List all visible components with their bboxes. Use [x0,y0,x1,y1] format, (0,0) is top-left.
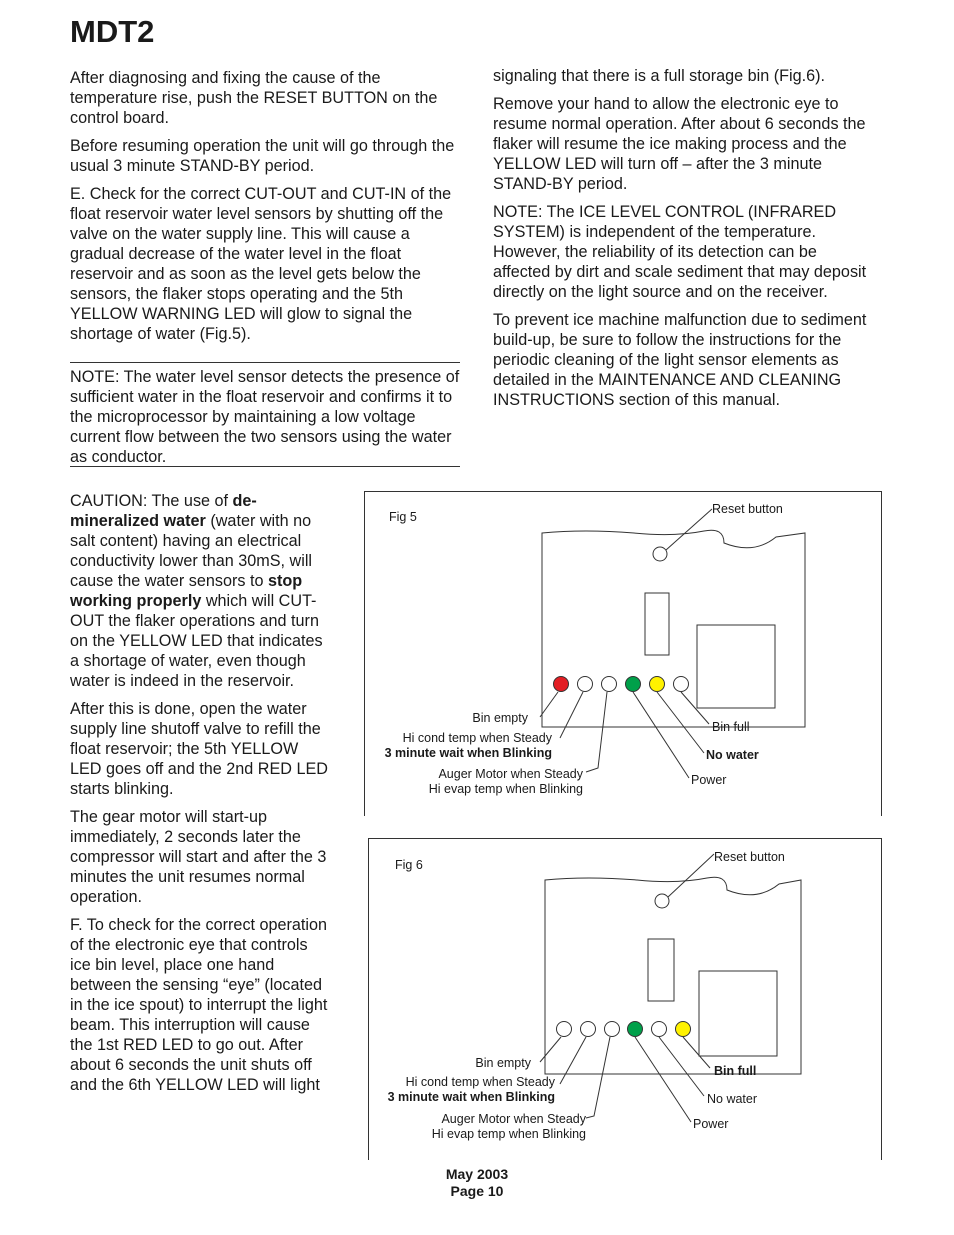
caution-bold-stop-working: stop working properly [70,572,303,610]
fig5-board-component [645,593,669,655]
fig6-hi-evap-label: Hi evap temp when Blinking [431,1127,586,1141]
fig5-led-6 [674,677,689,692]
fig5-board-module [697,625,775,708]
fig6-board-module [699,971,777,1056]
caution-text-c: (water with no salt content) having an electrical conductivity lower than 30mS, will cause the water sensors to [70,512,313,590]
fig5-reset-button-icon [653,547,667,561]
fig6-power-label: Power [693,1117,729,1131]
fig5-bin-empty-label: Bin empty [472,711,528,725]
paragraph-sediment: To prevent ice machine malfunction due to sediment build-up, be sure to follow the instructions for the periodic cleaning of the light sensor elements as detailed in the MAINTENANCE AND CLEANING INSTRUCTIONS section of this manual. [493,311,867,409]
paragraph-remove-hand: Remove your hand to allow the electronic eye to resume normal operation. After about 6 seconds the flaker will resume the ice making process and the YELLOW LED will turn off – after the 3 minute STAND-BY period. [493,95,866,193]
fig5-wait-label: 3 minute wait when Blinking [384,746,552,760]
fig5-power-label: Power [691,773,727,787]
fig6-label: Fig 6 [395,858,423,872]
page-title: MDT2 [70,14,155,49]
paragraph-check-cutout: E. Check for the correct CUT-OUT and CUT-IN of the float reservoir water level sensors by shutting off the valve on the water supply line. This will cause a gradual decrease of the water level in the float reservoir and as soon as the level gets below the sensors, the flaker stops operating and the 5th YELLOW WARNING LED will glow to signal the shortage of water (Fig.5). [70,185,452,343]
paragraph-ice-level-note: NOTE: The ICE LEVEL CONTROL (INFRARED SYSTEM) is independent of the temperature. However, the reliability of its detection can be affected by dirt and scale sediment that may deposit directly on the light source and on the receiver. [493,203,867,301]
fig5-hi-cond-label: Hi cond temp when Steady [402,731,552,745]
paragraph-gear-motor: The gear motor will start-up immediately, 2 seconds later the compressor will start and after the 3 minutes the unit resumes normal operation. [70,808,327,906]
fig6-led-6 [676,1022,691,1037]
caution-text-e: which will CUT-OUT the flaker operations and turn on the YELLOW LED that indicates a shortage of water, even though water is indeed in the reservoir. [70,592,323,690]
fig6-reset-label: Reset button [714,850,785,864]
paragraph-reset: After diagnosing and fixing the cause of the temperature rise, push the RESET BUTTON on the control board. [70,69,438,127]
fig6-wait-label: 3 minute wait when Blinking [387,1090,555,1104]
left-column-top [70,68,460,352]
fig5-hi-evap-label: Hi evap temp when Blinking [428,782,583,796]
fig6-reset-button-icon [655,894,669,908]
fig6-led-2 [581,1022,596,1037]
fig5-bin-full-label: Bin full [712,720,750,734]
fig6-hi-cond-label: Hi cond temp when Steady [405,1075,555,1089]
fig5-no-water-label: No water [706,748,759,762]
figure-5-diagram [364,491,884,816]
paragraph-full-bin: signaling that there is a full storage bin (Fig.6). [493,67,826,85]
fig5-led-3 [602,677,617,692]
paragraph-electronic-eye: F. To check for the correct operation of the electronic eye that controls ice bin level, place one hand between the sensing “eye” (located in the ice spout) to interrupt the light beam. This interruption will cause the 1st RED LED to go out. After about 6 seconds the unit shuts off and the 6th YELLOW LED will light [70,916,328,1094]
note-box-water-sensor [70,362,460,467]
caution-text-a: CAUTION: The use of [70,492,233,510]
fig5-auger-label: Auger Motor when Steady [438,767,583,781]
left-column-bottom [70,491,328,1103]
footer-page-number: Page 10 [450,1183,504,1199]
fig6-no-water-label: No water [707,1092,758,1106]
figure-6 [368,838,884,1160]
right-column [493,66,878,418]
fig5-led-4 [626,677,641,692]
paragraph-caution [70,491,328,691]
fig6-bin-full-label: Bin full [714,1064,757,1078]
footer-date: May 2003 [445,1166,509,1182]
caution-bold-demineralized: de-mineralized water [70,492,257,530]
fig5-led-5 [650,677,665,692]
note-water-sensor-text: NOTE: The water level sensor detects the presence of sufficient water in the float reservoir and confirms it to the microprocessor by maintaining a low voltage current flow between the two sensors using the water as conductor. [70,368,460,466]
figure-6-diagram [368,838,884,1160]
fig6-bin-empty-label: Bin empty [475,1056,531,1070]
fig6-led-4 [628,1022,643,1037]
fig5-label: Fig 5 [389,510,417,524]
fig6-auger-label: Auger Motor when Steady [441,1112,586,1126]
fig6-led-5 [652,1022,667,1037]
fig6-led-1 [557,1022,572,1037]
fig5-reset-label: Reset button [712,502,783,516]
paragraph-standby: Before resuming operation the unit will go through the usual 3 minute STAND-BY period. [70,137,455,175]
fig6-led-3 [605,1022,620,1037]
fig5-led-2 [578,677,593,692]
paragraph-refill: After this is done, open the water supply line shutoff valve to refill the float reservoir; the 5th YELLOW LED goes off and the 2nd RED LED starts blinking. [70,700,328,798]
fig6-board-component [648,939,674,1001]
fig5-led-1 [554,677,569,692]
figure-5 [364,491,884,816]
